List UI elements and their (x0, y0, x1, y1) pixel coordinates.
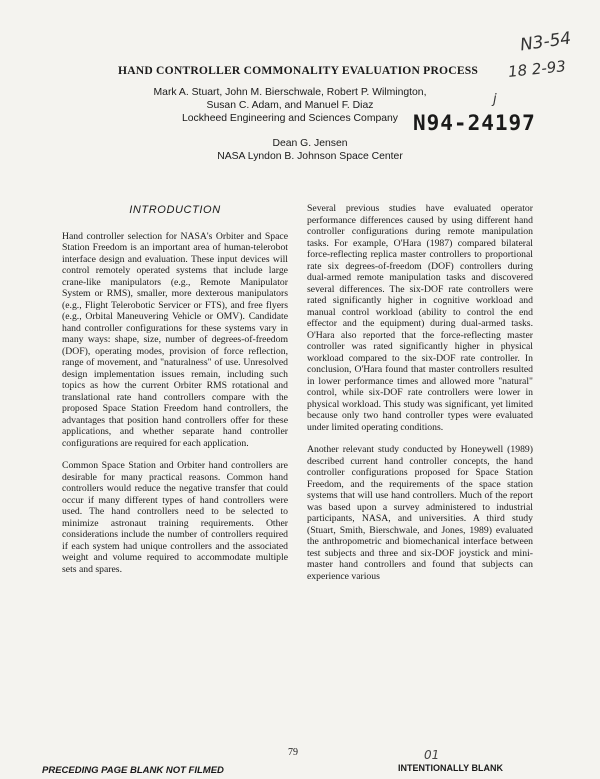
paragraph: Another relevant study conducted by Honeywell (1989) described current hand controller concepts, the hand controller configurations proposed for Space Station Freedom, and the requirements of the space station systems that will use hand controllers. Much of the report was based upon a survey administered to industrial participants, NASA, and universities. A third study (Stuart, Smith, Bierschwale, and Jones, 1989) evaluated the anthropometric and biomechanical interface between test subjects and three and six-DOF joystick and mini-master hand controllers and found that subjects can experience various (307, 444, 533, 582)
handwritten-mark: j (493, 92, 497, 107)
section-heading: INTRODUCTION (129, 204, 221, 216)
paragraph: Several previous studies have evaluated operator performance differences caused by using different hand controller configurations during remote manipulation tasks. For example, O'Hara (1987) compared bilateral force-reflecting replica master controllers to proportional rate six degrees-of-freedom (DOF) controllers during dual-armed remote manipulation tasks and discovered several differences. The six-DOF rate controllers were rated significantly higher in cognitive workload and manual control workload (ability to control the end effector and the equipment) during dual-armed tasks. O'Hara also reported that the force-reflecting master controller was rated significantly higher in physical workload compared to the six-DOF rate controller. In conclusion, O'Hara found that master controllers resulted in lower performance times and allowed more "natural" control, while six-DOF rate controllers were lower in physical workload. This study was significant, yet limited because only two hand controller types were evaluated under limited operating conditions. (307, 203, 533, 433)
page-number: 79 (288, 747, 298, 758)
paragraph: Hand controller selection for NASA's Orbiter and Space Station Freedom is an important area of human-telerobot interface design and evaluation. These input devices will control remotely operated systems that include large crane-like manipulators (e.g., Remote Manipulator System or RMS), smaller, more dexterous manipulators (e.g., Flight Telerobotic Servicer or FTS), and free flyers (e.g., Orbital Maneuvering Vehicle or OMV). Candidate hand controller configurations for these systems vary in many ways: shape, size, number of degrees-of-freedom (DOF), operating modes, provision of force reflection, range of movement, and "naturalness" of use. Unresolved design implementation issues remain, including such topics as how the current Orbiter RMS rotational and translational rate hand controllers compare with the proposed Space Station Freedom hand controllers, the advantages that position hand controllers offer for these applications, and whether separate hand controller configurations are required for each application. (62, 230, 288, 449)
paper-title: HAND CONTROLLER COMMONALITY EVALUATION PROCESS (118, 64, 479, 77)
handwritten-page-mark: 01 (424, 748, 440, 762)
handwritten-note-middle: 18 2-93 (507, 57, 567, 81)
intentionally-blank-stamp: INTENTIONALLY BLANK (398, 763, 504, 773)
presenter-name: Dean G. Jensen (272, 138, 348, 149)
paragraph: Common Space Station and Orbiter hand controllers are desirable for many practical reasons. Common hand controllers would reduce the negative transfer that could occur if many different types of hand controllers were used. The hand controllers need to be selected to minimize astronaut training requirements. Other considerations include the number of controllers required if each system had unique controllers and the associated weight and volume required to accommodate multiple sets and spares. (62, 460, 288, 575)
author-line: Mark A. Stuart, John M. Bierschwale, Robert P. Wilmington, (153, 87, 427, 98)
author-line: Susan C. Adam, and Manuel F. Diaz (206, 100, 374, 111)
preceding-page-stamp: PRECEDING PAGE BLANK NOT FILMED (42, 765, 224, 776)
accession-number: N94-24197 (413, 111, 536, 135)
presenter-affiliation: NASA Lyndon B. Johnson Space Center (217, 151, 403, 162)
right-column (307, 203, 533, 593)
handwritten-note-top: N3-54 (518, 28, 573, 56)
presenter-block (150, 137, 470, 163)
affiliation-line: Lockheed Engineering and Sciences Company (181, 113, 399, 124)
left-column (62, 205, 288, 586)
